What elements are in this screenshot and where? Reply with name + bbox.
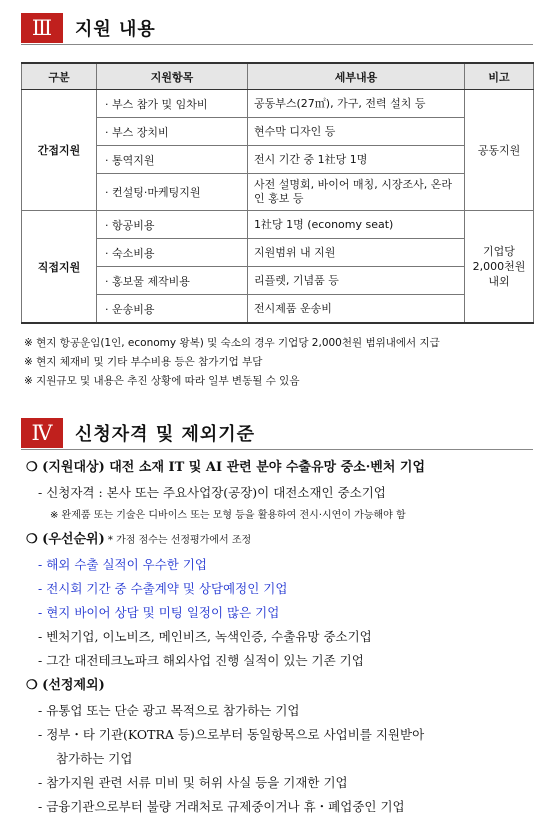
priority-note: * 가점 점수는 선정평가에서 조정 — [104, 535, 252, 546]
group-indirect: 간접지원 — [22, 90, 97, 211]
note-line: ※ 현지 체재비 및 기타 부수비용 등은 참가기업 부담 — [24, 356, 263, 368]
exclusion-item: - 금융기관으로부터 불량 거래처로 규제중이거나 휴・폐업중인 기업 — [38, 799, 405, 814]
priority-item: - 그간 대전테크노파크 해외사업 진행 실적이 있는 기존 기업 — [38, 653, 364, 668]
table-row — [22, 239, 534, 267]
table-row — [22, 90, 534, 118]
table-row — [22, 118, 534, 146]
priority-item: - 해외 수출 실적이 우수한 기업 — [38, 557, 207, 572]
detail-cell: 전시 기간 중 1社당 1명 — [248, 146, 465, 174]
header-remark: 비고 — [465, 63, 534, 90]
item-cell: · 부스 장치비 — [97, 118, 248, 146]
target-note: ※ 완제품 또는 기술은 디바이스 또는 모형 등을 활용하여 전시·시연이 가능해야 함 — [50, 510, 406, 521]
note-direct-text: 기업당 2,000천원 내외 — [472, 245, 526, 288]
item-cell: · 운송비용 — [97, 295, 248, 324]
note-line: ※ 지원규모 및 내용은 추진 상황에 따라 일부 변동될 수 있음 — [24, 375, 300, 387]
detail-cell: 사전 설명회, 바이어 매칭, 시장조사, 온라인 홍보 등 — [248, 174, 465, 211]
table-row — [22, 174, 534, 211]
group-direct: 직접지원 — [22, 211, 97, 324]
header-detail: 세부내용 — [248, 63, 465, 90]
note-indirect: 공동지원 — [465, 90, 534, 211]
exclusion-item: - 참가지원 관련 서류 미비 및 허위 사실 등을 기재한 기업 — [38, 775, 348, 790]
priority-item: - 현지 바이어 상담 및 미팅 일정이 많은 기업 — [38, 605, 280, 620]
detail-cell: 공동부스(27㎡), 가구, 전력 설치 등 — [248, 90, 465, 118]
priority-heading — [26, 527, 536, 553]
detail-cell: 지원범위 내 지원 — [248, 239, 465, 267]
notes — [24, 334, 440, 391]
table-row — [22, 146, 534, 174]
section-number: Ⅳ — [21, 418, 63, 448]
exclusion-item: - 유통업 또는 단순 광고 목적으로 참가하는 기업 — [38, 703, 300, 718]
section-number: Ⅲ — [21, 13, 63, 43]
priority-item: - 전시회 기간 중 수출계약 및 상담예정인 기업 — [38, 581, 288, 596]
item-cell: · 숙소비용 — [97, 239, 248, 267]
support-table — [21, 62, 534, 324]
exclusion-item: - 정부・타 기관(KOTRA 등)으로부터 동일항목으로 사업비를 지원받아 — [38, 727, 425, 742]
table-row — [22, 267, 534, 295]
priority-item: - 벤처기업, 이노비즈, 메인비즈, 녹색인증, 수출유망 중소기업 — [38, 629, 372, 644]
table-header-row — [22, 63, 534, 90]
divider — [21, 44, 533, 45]
header-item: 지원항목 — [97, 63, 248, 90]
detail-cell: 리플렛, 기념품 등 — [248, 267, 465, 295]
item-cell: · 통역지원 — [97, 146, 248, 174]
target-sub: - 신청자격 : 본사 또는 주요사업장(공장)이 대전소재인 중소기업 — [38, 485, 386, 500]
item-cell: · 홍보물 제작비용 — [97, 267, 248, 295]
divider — [21, 449, 533, 450]
item-cell: · 항공비용 — [97, 211, 248, 239]
exclusion-title: ❍ (선정제외) — [26, 678, 105, 693]
table-row — [22, 211, 534, 239]
note-line: ※ 현지 항공운임(1인, economy 왕복) 및 숙소의 경우 기업당 2,000천원 범위내에서 지급 — [24, 337, 440, 349]
exclusion-item-continued: 참가하는 기업 — [56, 751, 133, 766]
priority-title: ❍ (우선순위) — [26, 532, 105, 547]
table-row — [22, 295, 534, 324]
section-title: 지원 내용 — [75, 19, 156, 40]
eligibility-section — [26, 455, 536, 819]
item-cell: · 컨설팅·마케팅지원 — [97, 174, 248, 211]
target-title: ❍ (지원대상) 대전 소재 IT 및 AI 관련 분야 수출유망 중소·벤처 기업 — [26, 460, 426, 475]
detail-cell: 1社당 1명 (economy seat) — [248, 211, 465, 239]
detail-cell: 전시제품 운송비 — [248, 295, 465, 324]
section-3-header — [21, 13, 533, 43]
section-4-header — [21, 418, 533, 448]
header-category: 구분 — [22, 63, 97, 90]
detail-cell: 현수막 디자인 등 — [248, 118, 465, 146]
section-title: 신청자격 및 제외기준 — [75, 424, 256, 445]
note-direct — [465, 211, 534, 324]
item-cell: · 부스 참가 및 임차비 — [97, 90, 248, 118]
